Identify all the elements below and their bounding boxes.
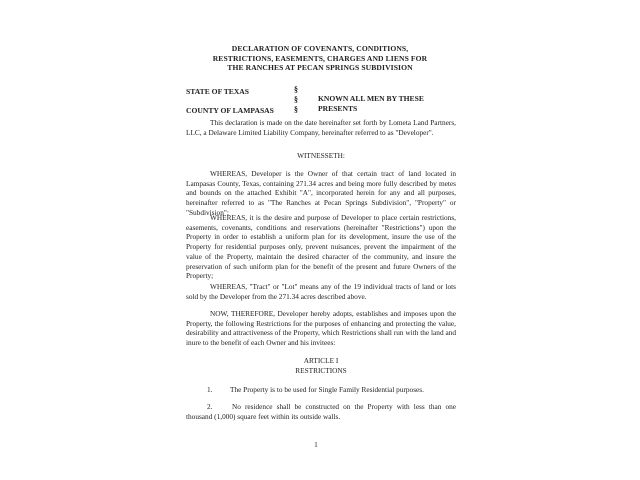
title-line: DECLARATION OF COVENANTS, CONDITIONS, — [231, 44, 409, 53]
intro-paragraph: This declaration is made on the date hereinafter set forth by Lometa Land Partners, LLC, a Delaware Limited Liability Company, hereinafter referred to as "Developer". — [186, 118, 456, 137]
item-2-number: 2. — [207, 402, 213, 411]
witnesseth-heading: WITNESSETH: — [297, 151, 345, 160]
county-label: COUNTY OF LAMPASAS — [186, 106, 274, 115]
now-therefore-paragraph: NOW, THEREFORE, Developer hereby adopts, establishes and imposes upon the Property, the following Restrictions for the purposes of enhancing and protecting the value, desirability and attractiveness of the Property, which Restrictions shall run with the land and inure to the benefit of each Owner and his invitees: — [186, 309, 456, 348]
section-signs — [294, 85, 298, 115]
title-line: RESTRICTIONS, EASEMENTS, CHARGES AND LIENS FOR — [212, 53, 428, 63]
article-number: ARTICLE I — [303, 356, 339, 365]
item-2-text: No residence shall be constructed on the Property with less than one thousand (1,000) square feet within its outside walls. — [186, 402, 456, 421]
section-sign: § — [294, 85, 298, 94]
title-line: THE RANCHES AT PECAN SPRINGS SUBDIVISION — [227, 63, 413, 73]
page-number: 1 — [314, 440, 318, 449]
whereas-paragraph-3: WHEREAS, "Tract" or "Lot" means any of the 19 individual tracts of land or lots sold by the Developer from the 271.34 acres described above. — [186, 282, 456, 301]
whereas-paragraph-1: WHEREAS, Developer is the Owner of that certain tract of land located in Lampasas County, Texas, containing 271.34 acres and being more fully described by metes and bounds on the attached Exhibit "A", incorporated herein for any and all purposes, hereinafter referred to as "The Ranches at Pecan Springs Subdivision", "Property" or "Subdivision"; — [186, 169, 456, 217]
section-sign: § — [294, 95, 298, 104]
item-1-number: 1. — [207, 385, 213, 394]
document-title — [160, 44, 480, 73]
known-all-men — [318, 94, 424, 113]
whereas-paragraph-2: WHEREAS, it is the desire and purpose of Developer to place certain restrictions, easements, covenants, conditions and reservations (hereinafter "Restrictions") upon the Property in order to establish a uniform plan for its development, insure the use of the Property for residential purposes only, prevent nuisances, prevent the impairment of the value of the Property, maintain the desired character of the community, and insure the preservation of such uniform plan for the benefit of the present and future Owners of the Property; — [186, 213, 456, 281]
item-1-text: The Property is to be used for Single Family Residential purposes. — [230, 385, 424, 394]
section-sign: § — [294, 105, 298, 114]
article-heading — [186, 356, 456, 375]
known-all-men-line: PRESENTS — [318, 103, 358, 113]
article-title: RESTRICTIONS — [295, 365, 347, 375]
state-label: STATE OF TEXAS — [186, 87, 250, 96]
known-all-men-line: KNOWN ALL MEN BY THESE — [318, 94, 424, 103]
